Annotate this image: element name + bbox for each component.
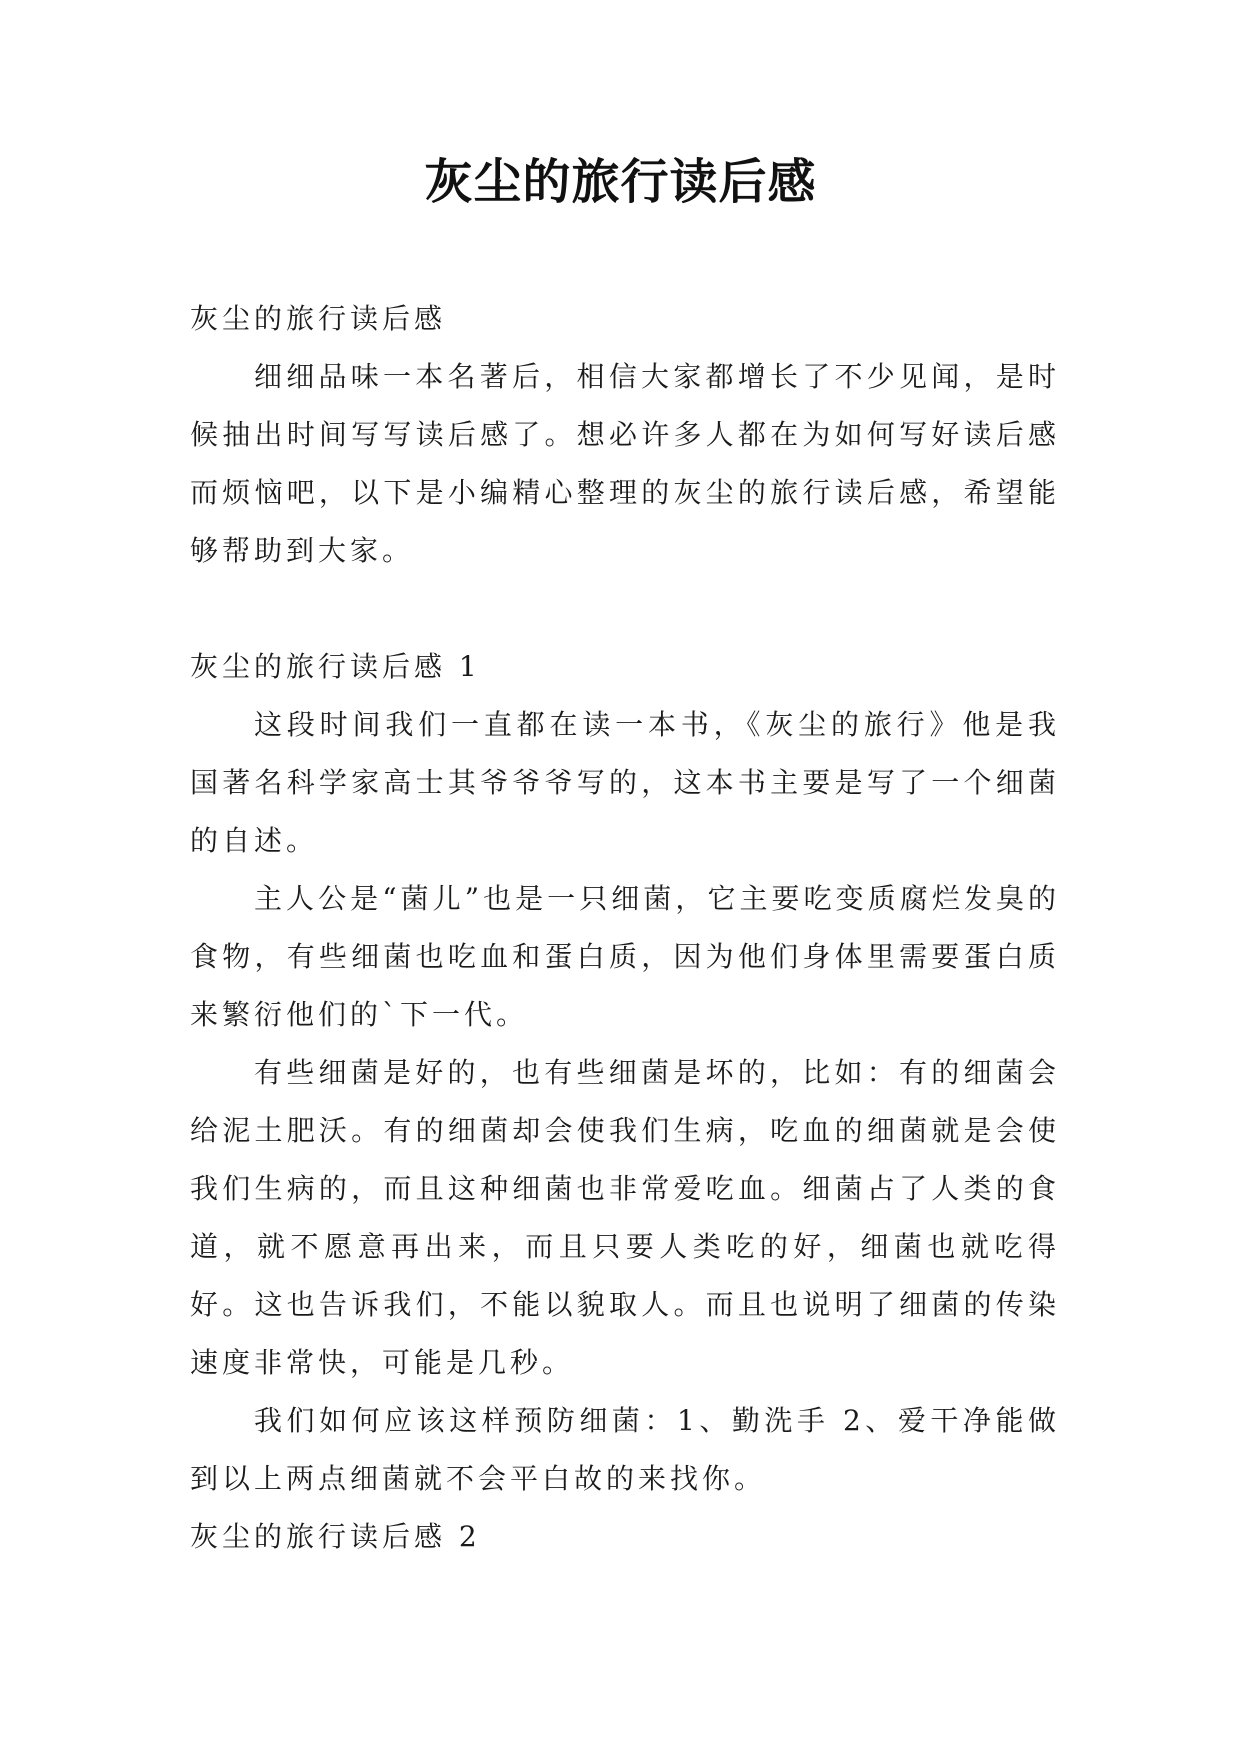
intro-paragraph: 细细品味一本名著后，相信大家都增长了不少见闻，是时候抽出时间写写读后感了。想必许多人都在为如何写好读后感而烦恼吧，以下是小编精心整理的灰尘的旅行读后感，希望能够帮助到大家。	[190, 360, 1060, 567]
section-1-heading: 灰尘的旅行读后感 1	[190, 650, 481, 683]
section-1-paragraph-1: 这段时间我们一直都在读一本书，《灰尘的旅行》他是我国著名科学家高士其爷爷爷写的，这本书主要是写了一个细菌的自述。	[190, 708, 1060, 857]
document-body	[190, 290, 1060, 1566]
document-title: 灰尘的旅行读后感	[424, 154, 817, 210]
section-1-paragraph-3: 有些细菌是好的，也有些细菌是坏的，比如：有的细菌会给泥土肥沃。有的细菌却会使我们生病，吃血的细菌就是会使我们生病的，而且这种细菌也非常爱吃血。细菌占了人类的食道，就不愿意再出来，而且只要人类吃的好，细菌也就吃得好。这也告诉我们，不能以貌取人。而且也说明了细菌的传染速度非常快，可能是几秒。	[190, 1056, 1060, 1379]
intro-heading: 灰尘的旅行读后感	[190, 302, 447, 335]
section-2-heading: 灰尘的旅行读后感 2	[190, 1520, 481, 1553]
section-1-paragraph-2: 主人公是“菌儿”也是一只细菌，它主要吃变质腐烂发臭的食物，有些细菌也吃血和蛋白质，因为他们身体里需要蛋白质来繁衍他们的`下一代。	[190, 882, 1060, 1031]
section-1-paragraph-4: 我们如何应该这样预防细菌：1、勤洗手 2、爱干净能做到以上两点细菌就不会平白故的来找你。	[190, 1404, 1060, 1495]
section-spacer	[190, 580, 1060, 638]
